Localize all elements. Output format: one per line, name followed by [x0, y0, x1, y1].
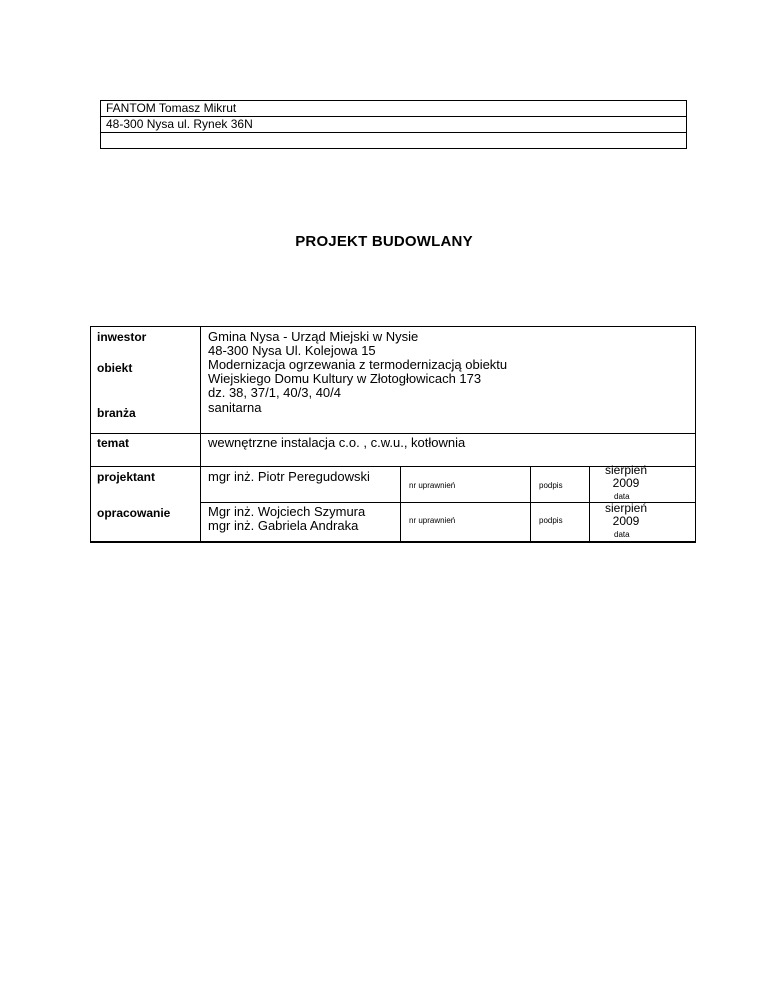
col-divider-label — [200, 327, 201, 541]
projektant-licence-label: nr uprawnień — [409, 481, 456, 490]
project-info-table — [90, 326, 696, 543]
projektant-date-label: data — [614, 492, 630, 501]
row-divider-1 — [91, 433, 695, 434]
opracowanie-date-month: sierpień — [604, 501, 648, 515]
projektant-signature-label: podpis — [539, 481, 563, 490]
opracowanie-licence-label: nr uprawnień — [409, 516, 456, 525]
opracowanie-date-label: data — [614, 530, 630, 539]
company-address: 48-300 Nysa ul. Rynek 36N — [101, 117, 686, 133]
projektant-name: mgr inż. Piotr Peregudowski — [208, 469, 370, 484]
object-description-2: Wiejskiego Domu Kultury w Złotogłowicach 173 — [208, 371, 482, 386]
col-divider-date — [589, 466, 590, 541]
label-obiekt: obiekt — [97, 361, 133, 375]
company-name: FANTOM Tomasz Mikrut — [101, 101, 686, 117]
header-empty-row — [101, 133, 686, 148]
branch-value: sanitarna — [208, 400, 262, 415]
investor-address: 48-300 Nysa Ul. Kolejowa 15 — [208, 343, 376, 358]
investor-name: Gmina Nysa - Urząd Miejski w Nysie — [208, 329, 419, 344]
label-projektant: projektant — [97, 470, 156, 484]
header-box — [100, 100, 687, 149]
opracowanie-name-2: mgr inż. Gabriela Andraka — [208, 518, 359, 533]
label-branza: branża — [97, 406, 136, 420]
projektant-date-year: 2009 — [612, 476, 640, 490]
document-title: PROJEKT BUDOWLANY — [295, 233, 473, 250]
opracowanie-signature-label: podpis — [539, 516, 563, 525]
projektant-date-month: sierpień — [604, 463, 648, 477]
opracowanie-date-year: 2009 — [612, 514, 640, 528]
col-divider-licence — [400, 466, 401, 541]
opracowanie-name-1: Mgr inż. Wojciech Szymura — [208, 504, 366, 519]
object-description-1: Modernizacja ogrzewania z termodernizacją obiektu — [208, 357, 508, 372]
object-parcels: dz. 38, 37/1, 40/3, 40/4 — [208, 385, 341, 400]
temat-value: wewnętrzne instalacja c.o. , c.w.u., kotłownia — [208, 435, 466, 450]
label-inwestor: inwestor — [97, 330, 147, 344]
col-divider-signature — [530, 466, 531, 541]
label-temat: temat — [97, 436, 130, 450]
label-opracowanie: opracowanie — [97, 506, 171, 520]
